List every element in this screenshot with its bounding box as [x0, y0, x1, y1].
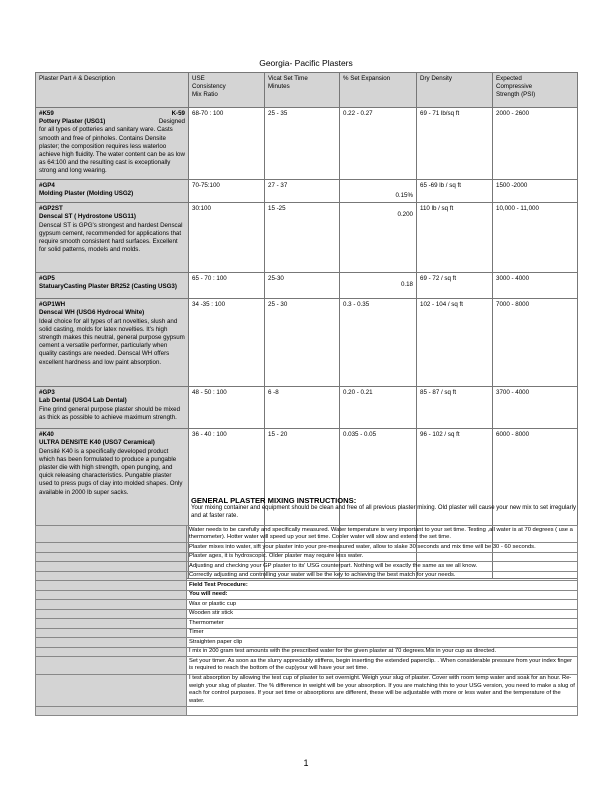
step-row — [36, 638, 578, 648]
step-gutter — [36, 571, 187, 581]
step-text: Wooden stir stick — [187, 609, 578, 619]
use-cell: 34 -35 : 100 — [189, 299, 265, 387]
step-gutter — [36, 609, 187, 619]
expansion-cell: 0.18 — [340, 273, 417, 299]
step-text: Correctly adjusting and controlling your water will be the key to achieving the best match for your needs. — [187, 571, 578, 581]
header-vicat: Vicat Set Time Minutes — [265, 73, 340, 108]
strength-cell: 3700 - 4000 — [493, 387, 578, 429]
part-number-alt: K-59 — [171, 110, 185, 117]
step-gutter — [36, 562, 187, 572]
step-row — [36, 628, 578, 638]
table-row — [36, 273, 578, 299]
table-row — [36, 387, 578, 429]
step-text: Field Test Procedure: — [187, 581, 578, 591]
strength-cell: 7000 - 8000 — [493, 299, 578, 387]
expansion-cell: 0.3 - 0.35 — [340, 299, 417, 387]
strength-cell: 1500 -2000 — [493, 180, 578, 203]
vicat-cell: 25-30 — [265, 273, 340, 299]
use-cell: 65 - 70 : 100 — [189, 273, 265, 299]
mixing-title: GENERAL PLASTER MIXING INSTRUCTIONS: — [191, 496, 357, 505]
table-row — [36, 108, 578, 180]
part-number: #GP2ST — [39, 205, 63, 213]
use-cell: 68-70 : 100 — [189, 108, 265, 180]
step-row — [36, 562, 578, 572]
part-number: #GP1WH — [39, 301, 66, 309]
use-cell: 48 - 50 : 100 — [189, 387, 265, 429]
step-text: Plaster ages, it is hydroscopic. Older plaster may require less water. — [187, 552, 578, 562]
header-part: Plaster Part # & Description — [36, 73, 189, 108]
step-gutter — [36, 581, 187, 591]
vicat-cell: 27 - 37 — [265, 180, 340, 203]
step-row — [36, 552, 578, 562]
step-gutter — [36, 706, 187, 715]
expansion-cell: 0.200 — [340, 203, 417, 273]
strength-cell: 3000 - 4000 — [493, 273, 578, 299]
table-row — [36, 203, 578, 273]
mixing-intro: Your mixing container and equipment should be clean and free of all previous plaster mixing. Old plaster will cause your new mix to set irregularly and at faster rate. — [191, 505, 576, 519]
table-row — [36, 180, 578, 203]
step-row — [36, 543, 578, 553]
product-name: Molding Plaster (Molding USG2) — [39, 190, 134, 198]
step-gutter — [36, 628, 187, 638]
product-name: Lab Dental (USG4 Lab Dental) — [39, 397, 127, 405]
header-strength: Expected Compressive Strength (PSI) — [493, 73, 578, 108]
vicat-cell: 15 - 20 — [265, 429, 340, 579]
product-name: Denscal WH (USG6 Hydrocal White) — [39, 309, 145, 317]
product-description: Ideal choice for all types of art novelties, slush and solid casting, molds for latex novelties. It's high strength makes this neutral, general purpose gypsum cement a versatile performer, particularly when quality castings are needed. Denscal WH offers excellent hardness and low paint absorption. — [39, 317, 185, 366]
step-text: Set your timer. As soon as the slurry appreciably stiffens, begin inserting the extended paperclip. . When considerable pressure from your index finger is required to reach the bottom of the cup)your will have your set time. — [187, 657, 578, 674]
step-row — [36, 600, 578, 610]
step-row — [36, 619, 578, 629]
step-gutter — [36, 543, 187, 553]
part-number: #K40 — [39, 431, 54, 439]
step-text: Straighten paper clip — [187, 638, 578, 648]
step-gutter — [36, 638, 187, 648]
step-text: Adjusting and checking your GP plaster to its' USG counterpart. Nothing will be exactly the same as we all know. — [187, 562, 578, 572]
step-text: I mix in 200 gram test amounts with the prescribed water for the given plaster at 70 degrees.Mix in your cup as directed. — [187, 647, 578, 657]
expansion-cell: 0.15% — [340, 180, 417, 203]
vicat-cell: 15 -25 — [265, 203, 340, 273]
product-name-tail: Designed — [158, 118, 185, 126]
header-expansion: % Set Expansion — [340, 73, 417, 108]
step-row — [36, 706, 578, 715]
product-description: Densité K40 is a specifically developed product which has been formulated to produce a pungable plaster die with high strength, open punging, and quick releasing characteristics. Pungable plaster used to press pugs of clay into molded shapes. Only available in 2000 lb super sacks. — [39, 447, 183, 496]
part-cell — [36, 299, 189, 387]
part-cell — [36, 203, 189, 273]
part-number: #GP3 — [39, 389, 55, 397]
step-text: Water needs to be carefully and specifically measured. Water temperature is very important to your set time. Testing ,all water is at 70 degrees ( use a thermometer). Hotter water will speed up your set time. Cooler water will slow and extend the set time. — [187, 526, 578, 543]
product-name: StatuaryCasting Plaster BR252 (Casting USG3) — [39, 283, 177, 291]
part-cell — [36, 387, 189, 429]
part-cell — [36, 108, 189, 180]
page-number: 1 — [303, 758, 309, 768]
use-cell: 70-75:100 — [189, 180, 265, 203]
step-row — [36, 526, 578, 543]
density-cell: 102 - 104 / sq ft — [417, 299, 493, 387]
expansion-cell: 0.22 - 0.27 — [340, 108, 417, 180]
product-description: Fine grind general purpose plaster should be mixed as thick as possible to achieve maximum strength. — [39, 405, 181, 421]
step-row — [36, 657, 578, 674]
step-gutter — [36, 552, 187, 562]
use-cell: 36 - 40 : 100 — [189, 429, 265, 579]
step-gutter — [36, 674, 187, 706]
strength-cell: 2000 - 2600 — [493, 108, 578, 180]
strength-cell: 6000 - 8000 — [493, 429, 578, 579]
step-row — [36, 609, 578, 619]
mixing-steps-table — [35, 525, 578, 716]
step-text: You will need: — [187, 590, 578, 600]
step-row — [36, 590, 578, 600]
step-gutter — [36, 619, 187, 629]
step-text: Timer — [187, 628, 578, 638]
page-title: Georgia- Pacific Plasters — [259, 58, 353, 68]
step-gutter — [36, 590, 187, 600]
part-number: #K59 — [39, 110, 54, 117]
step-text: Wax or plastic cup — [187, 600, 578, 610]
product-name: Pottery Plaster (USG1) — [39, 118, 106, 126]
step-row — [36, 647, 578, 657]
step-gutter — [36, 657, 187, 674]
vicat-cell: 25 - 30 — [265, 299, 340, 387]
use-cell: 30:100 — [189, 203, 265, 273]
step-row — [36, 571, 578, 581]
part-number: #GP5 — [39, 275, 55, 283]
density-cell: 65 -69 lb / sq ft — [417, 180, 493, 203]
product-description: Denscal ST is GPG's strongest and hardest Denscal gypsum cement, recommended for applications that require smooth consistent hard surfaces. Excellent for solid patterns, models and molds. — [39, 221, 183, 254]
expansion-cell: 0.20 - 0.21 — [340, 387, 417, 429]
part-cell — [36, 273, 189, 299]
step-text — [187, 706, 578, 715]
strength-cell: 10,000 - 11,000 — [493, 203, 578, 273]
density-cell: 69 - 72 / sq ft — [417, 273, 493, 299]
density-cell: 96 - 102 / sq ft — [417, 429, 493, 579]
step-row — [36, 674, 578, 706]
step-text: I test absorption by allowing the test cup of plaster to set overnight. Weigh your slug of plaster. Cover with room temp water and soak for an hour. Re-weigh your slug of plaster. The % difference in weight will be your absorption. If you are matching this to your USG version, you need to make a slug of each for control purposes. If your set time or absorptions are different, these will be adjustable with more or less water and the temperature of the water. — [187, 674, 578, 706]
expansion-cell: 0.035 - 0.05 — [340, 429, 417, 579]
header-row — [36, 73, 578, 108]
vicat-cell: 6 -8 — [265, 387, 340, 429]
step-text: Plaster mixes into water, sift your plaster into your pre-measured water, allow to slake 30 seconds and mix time will be 30 - 60 seconds. — [187, 543, 578, 553]
step-gutter — [36, 526, 187, 543]
vicat-cell: 25 - 35 — [265, 108, 340, 180]
header-use: USE Consistency Mix Ratio — [189, 73, 265, 108]
density-cell: 110 lb / sq ft — [417, 203, 493, 273]
part-number: #GP4 — [39, 182, 55, 189]
density-cell: 85 - 87 / sq ft — [417, 387, 493, 429]
product-name: Denscal ST ( Hydrostone USG11) — [39, 213, 136, 221]
part-cell — [36, 180, 189, 203]
step-row — [36, 581, 578, 591]
density-cell: 69 - 71 lb/sq ft — [417, 108, 493, 180]
header-density: Dry Density — [417, 73, 493, 108]
step-gutter — [36, 600, 187, 610]
table-row — [36, 299, 578, 387]
product-name: ULTRA DENSITE K40 (USG7 Ceramical) — [39, 439, 155, 447]
step-gutter — [36, 647, 187, 657]
product-description: for all types of potteries and sanitary ware. Casts smooth and free of pinholes. Contains Densite plaster; the composition requires less waterloo achieve high fluidity. The water content can be as low as 64:100 and the resulting cast is exceptionally strong and long wearing. — [39, 126, 185, 175]
step-text: Thermometer — [187, 619, 578, 629]
